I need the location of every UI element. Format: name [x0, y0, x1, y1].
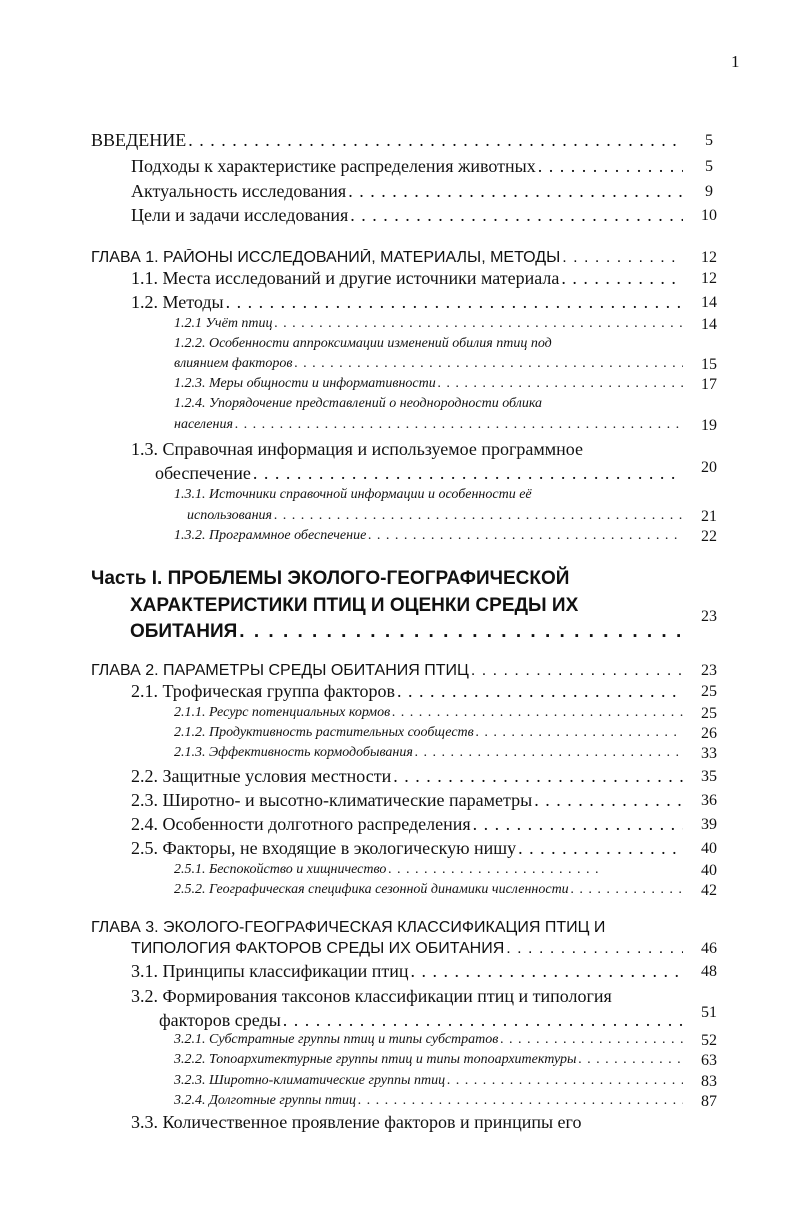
- toc-page-number: 14: [701, 316, 717, 333]
- toc-page-number: 52: [701, 1032, 717, 1049]
- dot-leader: [239, 621, 683, 643]
- dot-leader: [476, 725, 683, 741]
- toc-entry-2-2[interactable]: [131, 766, 683, 787]
- dot-leader: [348, 181, 683, 202]
- dot-leader: [283, 1010, 683, 1031]
- dot-leader: [397, 681, 683, 702]
- toc-page-number: 87: [701, 1093, 717, 1110]
- toc-entry-title: 2.5.1. Беспокойство и хищничество: [174, 862, 387, 877]
- toc-entry-2-1-3[interactable]: [174, 745, 683, 761]
- dot-leader: [561, 268, 683, 289]
- toc-entry-intro-2[interactable]: [131, 181, 683, 202]
- toc-page-number: 22: [701, 528, 717, 545]
- toc-entry-1-1[interactable]: [131, 268, 683, 289]
- toc-entry-1-2-1[interactable]: [174, 316, 683, 332]
- toc-entry-2-5-2[interactable]: [174, 882, 683, 898]
- toc-entry-title: ГЛАВА 2. ПАРАМЕТРЫ СРЕДЫ ОБИТАНИЯ ПТИЦ: [91, 662, 469, 679]
- dot-leader: [471, 662, 683, 680]
- toc-entry-2-5[interactable]: [131, 838, 683, 859]
- toc-entry-title: населения: [174, 417, 233, 432]
- toc-page-number: 48: [701, 963, 717, 980]
- toc-entry-title: 1.1. Места исследований и другие источники материала: [131, 268, 560, 288]
- toc-page-number: 5: [705, 158, 713, 175]
- toc-page-number: 14: [701, 294, 717, 311]
- toc-entry-1-2-2-line1[interactable]: 1.2.2. Особенности аппроксимации изменений обилия птиц под: [174, 336, 552, 351]
- toc-entry-chapter-1[interactable]: [91, 249, 683, 267]
- toc-entry-3-2-3[interactable]: [174, 1073, 683, 1089]
- toc-entry-title: 3.2.3. Широтно-климатические группы птиц: [174, 1073, 446, 1088]
- dot-leader: [473, 814, 683, 835]
- toc-page-number: 12: [701, 270, 717, 287]
- dot-leader: [506, 940, 683, 958]
- dot-leader: [579, 1052, 683, 1068]
- toc-entry-1-2-4[interactable]: [174, 417, 683, 433]
- toc-page-number: 40: [701, 862, 717, 879]
- dot-leader: [388, 862, 604, 878]
- toc-entry-title: 2.5.2. Географическая специфика сезонной динамики численности: [174, 882, 569, 897]
- dot-leader: [350, 205, 683, 226]
- dot-leader: [393, 766, 683, 787]
- dot-leader: [438, 376, 683, 392]
- toc-entry-title: ВВЕДЕНИЕ: [91, 130, 187, 150]
- toc-page-number: 23: [701, 608, 717, 625]
- toc-entry-chapter-2[interactable]: [91, 662, 683, 680]
- toc-page-number: 51: [701, 1004, 717, 1021]
- toc-entry-1-2-4-line1[interactable]: 1.2.4. Упорядочение представлений о неоднородности облика: [174, 396, 543, 411]
- toc-page-number: 21: [701, 508, 717, 525]
- toc-page-number: 63: [701, 1052, 717, 1069]
- toc-entry-intro[interactable]: [91, 130, 683, 151]
- toc-entry-3-1[interactable]: [131, 961, 683, 982]
- toc-entry-title: ГЛАВА 1. РАЙОНЫ ИССЛЕДОВАНИЙ, МАТЕРИАЛЫ, МЕТОДЫ: [91, 249, 561, 266]
- toc-entry-1-3-line1[interactable]: 1.3. Справочная информация и используемое программное: [131, 439, 584, 459]
- toc-entry-1-3-1-line1[interactable]: 1.3.1. Источники справочной информации и особенности её: [174, 487, 532, 502]
- toc-entry-3-2-line1[interactable]: 3.2. Формирования таксонов классификации птиц и типология: [131, 986, 612, 1006]
- dot-leader: [358, 1093, 683, 1109]
- toc-page-number: 17: [701, 376, 717, 393]
- toc-part-1-line1[interactable]: Часть I. ПРОБЛЕМЫ ЭКОЛОГО-ГЕОГРАФИЧЕСКОЙ: [91, 568, 570, 589]
- dot-leader: [562, 249, 683, 267]
- toc-entry-1-3[interactable]: [155, 463, 683, 484]
- toc-page-number: 20: [701, 459, 717, 476]
- toc-entry-title: Цели и задачи исследования: [131, 205, 349, 225]
- toc-entry-title: факторов среды: [159, 1010, 281, 1030]
- toc-page-number: 26: [701, 725, 717, 742]
- toc-entry-2-1-2[interactable]: [174, 725, 683, 741]
- toc-entry-title: ТИПОЛОГИЯ ФАКТОРОВ СРЕДЫ ИХ ОБИТАНИЯ: [131, 940, 505, 957]
- toc-page-number: 5: [705, 132, 713, 149]
- toc-page-number: 25: [701, 705, 717, 722]
- toc-entry-3-3-line1[interactable]: 3.3. Количественное проявление факторов и принципы его: [131, 1112, 582, 1132]
- toc-page-number: 40: [701, 840, 717, 857]
- toc-entry-2-4[interactable]: [131, 814, 683, 835]
- page-number: 1: [731, 52, 740, 71]
- toc-entry-title: 2.1. Трофическая группа факторов: [131, 681, 396, 701]
- toc-chapter-3-line1[interactable]: ГЛАВА 3. ЭКОЛОГО-ГЕОГРАФИЧЕСКАЯ КЛАССИФИКАЦИЯ ПТИЦ И: [91, 919, 606, 936]
- toc-entry-title: обеспечение: [155, 463, 251, 483]
- toc-page-number: 25: [701, 683, 717, 700]
- toc-entry-title: влиянием факторов: [174, 356, 293, 371]
- toc-entry-title: 2.1.2. Продуктивность растительных сообществ: [174, 725, 474, 740]
- toc-page-number: 10: [701, 207, 717, 224]
- dot-leader: [253, 463, 683, 484]
- toc-page-number: 15: [701, 356, 717, 373]
- toc-entry-2-5-1[interactable]: [174, 862, 604, 878]
- toc-entry-title: 2.3. Широтно- и высотно-климатические параметры: [131, 790, 533, 810]
- toc-entry-3-2-4[interactable]: [174, 1093, 683, 1109]
- toc-entry-title: 3.1. Принципы классификации птиц: [131, 961, 409, 981]
- dot-leader: [518, 838, 683, 859]
- dot-leader: [534, 790, 683, 811]
- toc-entry-2-1[interactable]: [131, 681, 683, 702]
- dot-leader: [571, 882, 683, 898]
- toc-entry-title: 2.2. Защитные условия местности: [131, 766, 392, 786]
- dot-leader: [188, 130, 683, 151]
- dot-leader: [235, 417, 683, 433]
- toc-entry-title: 1.2.3. Меры общности и информативности: [174, 376, 436, 391]
- toc-entry-1-3-1[interactable]: [187, 508, 683, 524]
- toc-entry-title: 1.2. Методы: [131, 292, 224, 312]
- toc-entry-title: Подходы к характеристике распределения животных: [131, 156, 536, 176]
- toc-entry-title: 3.2.2. Топоархитектурные группы птиц и типы топоархитектуры: [174, 1052, 577, 1067]
- toc-entry-intro-1[interactable]: [131, 156, 683, 177]
- toc-page-number: 35: [701, 768, 717, 785]
- toc-entry-3-2-1[interactable]: [174, 1032, 683, 1048]
- toc-entry-1-2-2[interactable]: [174, 356, 683, 372]
- toc-page-number: 83: [701, 1073, 717, 1090]
- toc-entry-intro-3[interactable]: [131, 205, 683, 226]
- toc-entry-title: 2.1.3. Эффективность кормодобывания: [174, 745, 413, 760]
- toc-part-1-line2[interactable]: ХАРАКТЕРИСТИКИ ПТИЦ И ОЦЕНКИ СРЕДЫ ИХ: [130, 595, 579, 616]
- toc-entry-title: 2.5. Факторы, не входящие в экологическую нишу: [131, 838, 517, 858]
- dot-leader: [538, 156, 683, 177]
- dot-leader: [415, 745, 683, 761]
- toc-entry-1-2-3[interactable]: [174, 376, 683, 392]
- toc-entry-title: 1.2.1 Учёт птиц: [174, 316, 273, 331]
- toc-entry-1-2[interactable]: [131, 292, 683, 313]
- toc-page-number: 39: [701, 816, 717, 833]
- dot-leader: [447, 1073, 683, 1089]
- toc-entry-1-3-2[interactable]: [174, 528, 683, 544]
- dot-leader: [294, 356, 683, 372]
- toc-page-number: 9: [705, 183, 713, 200]
- toc-page-number: 46: [701, 940, 717, 957]
- toc-entry-title: 2.1.1. Ресурс потенциальных кормов: [174, 705, 391, 720]
- dot-leader: [226, 292, 683, 313]
- dot-leader: [368, 528, 683, 544]
- dot-leader: [275, 316, 683, 332]
- toc-page-number: 23: [701, 662, 717, 679]
- dot-leader: [411, 961, 683, 982]
- toc-entry-3-2[interactable]: [159, 1010, 683, 1031]
- toc-entry-title: Актуальность исследования: [131, 181, 347, 201]
- toc-page-number: 36: [701, 792, 717, 809]
- dot-leader: [500, 1032, 683, 1048]
- toc-entry-3-2-2[interactable]: [174, 1052, 683, 1068]
- dot-leader: [274, 508, 683, 524]
- dot-leader: [392, 705, 683, 721]
- toc-part-1[interactable]: [130, 621, 683, 643]
- toc-entry-title: 2.4. Особенности долготного распределения: [131, 814, 471, 834]
- toc-page-number: 12: [701, 249, 717, 266]
- toc-entry-title: ОБИТАНИЯ: [130, 621, 238, 642]
- toc-page-number: 33: [701, 745, 717, 762]
- toc-entry-title: 3.2.1. Субстратные группы птиц и типы субстратов: [174, 1032, 499, 1047]
- toc-page-number: 42: [701, 882, 717, 899]
- toc-entry-title: использования: [187, 508, 273, 523]
- toc-entry-2-1-1[interactable]: [174, 705, 683, 721]
- toc-entry-chapter-3[interactable]: [131, 940, 683, 958]
- toc-entry-title: 3.2.4. Долготные группы птиц: [174, 1093, 356, 1108]
- toc-page-number: 19: [701, 417, 717, 434]
- toc-entry-2-3[interactable]: [131, 790, 683, 811]
- toc-entry-title: 1.3.2. Программное обеспечение: [174, 528, 367, 543]
